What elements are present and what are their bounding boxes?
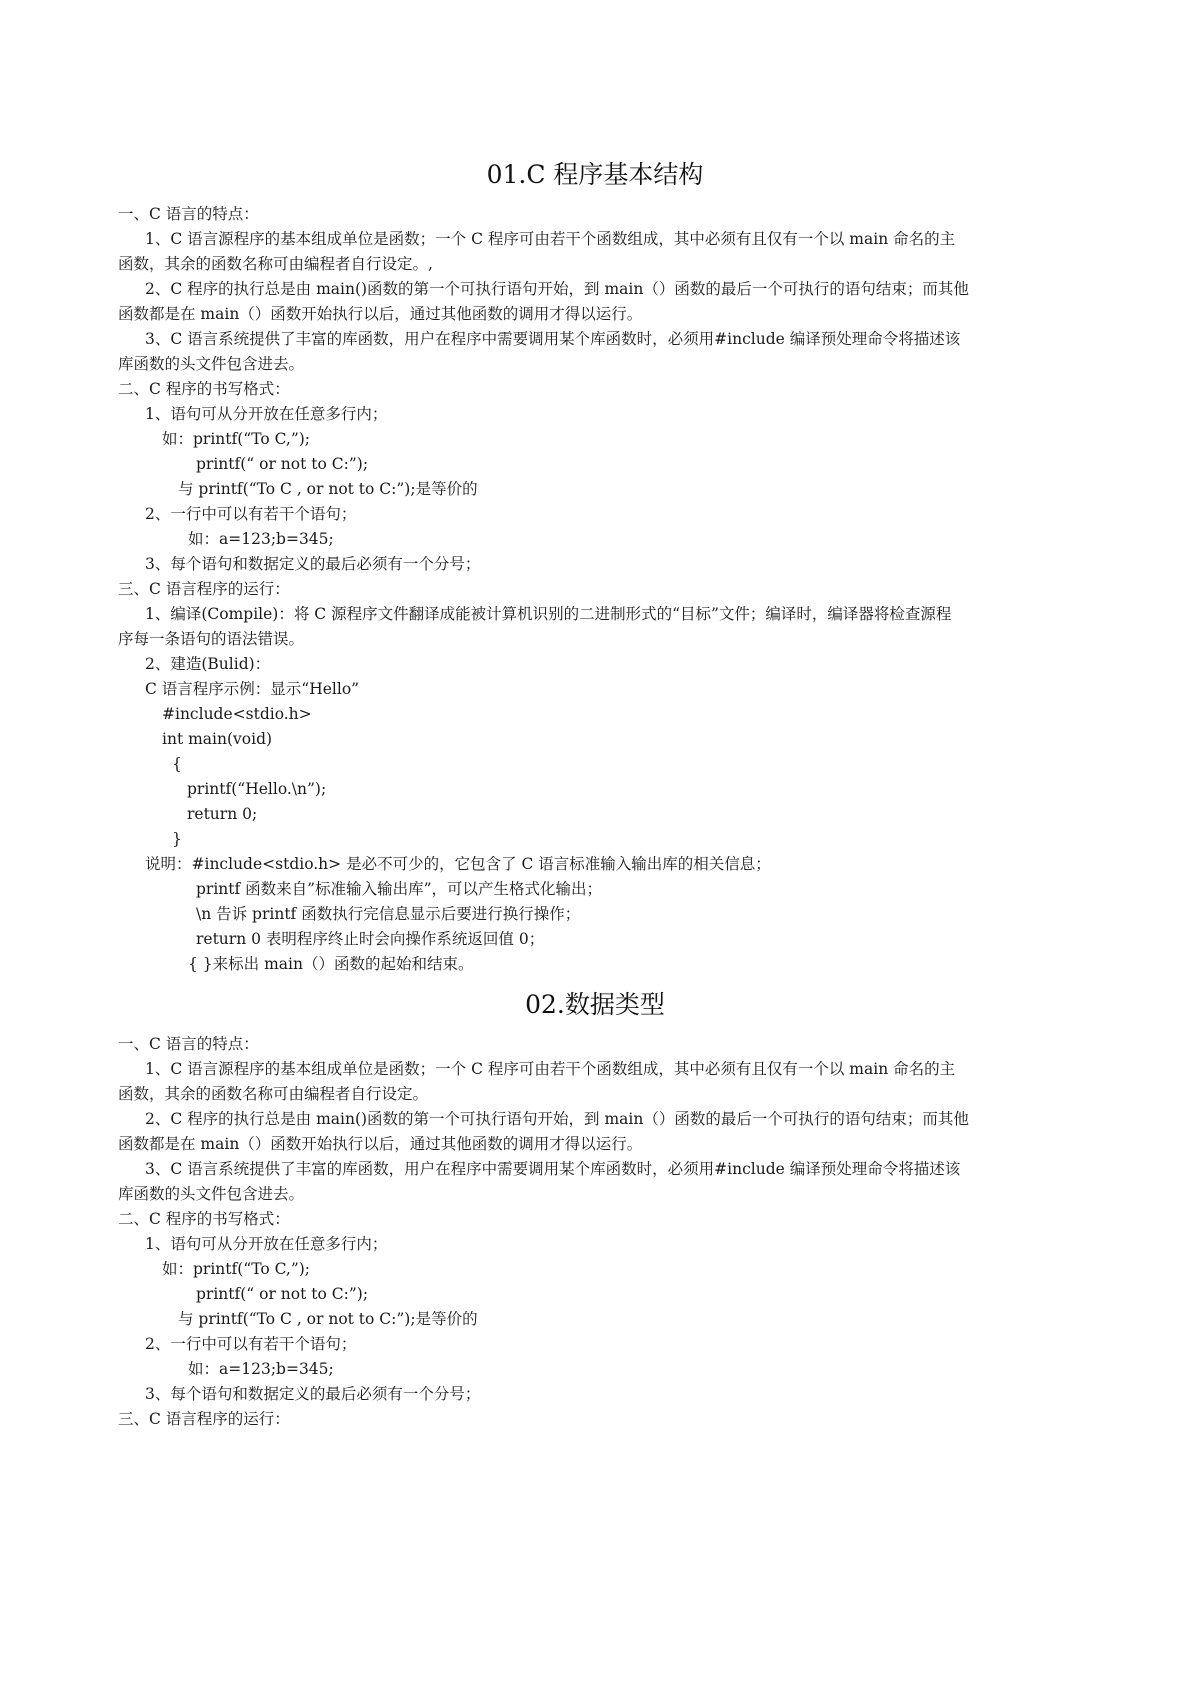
paragraph-line: 函数都是在 main（）函数开始执行以后，通过其他函数的调用才得以运行。 (118, 1135, 643, 1153)
paragraph-line: 序每一条语句的语法错误。 (118, 630, 305, 648)
paragraph-line: 2、C 程序的执行总是由 main()函数的第一个可执行语句开始，到 main（）函数的最后一个可执行的语句结束；而其他 (145, 280, 969, 298)
heading-line: 三、C 语言程序的运行： (118, 580, 290, 598)
paragraph-line: 说明：#include<stdio.h> 是必不可少的，它包含了 C 语言标准输入输出库的相关信息； (145, 855, 771, 873)
paragraph-line: 1、C 语言源程序的基本组成单位是函数；一个 C 程序可由若干个函数组成，其中必须有且仅有一个以 main 命名的主 (145, 1060, 956, 1078)
heading-line: 二、C 程序的书写格式： (118, 1210, 290, 1228)
paragraph-line: 1、语句可从分开放在任意多行内； (145, 1235, 388, 1253)
heading-line: 三、C 语言程序的运行： (118, 1410, 290, 1428)
code-line: int main(void) (162, 730, 273, 748)
paragraph-line: 函数，其余的函数名称可由编程者自行设定。 (118, 1085, 429, 1103)
paragraph-line: 3、每个语句和数据定义的最后必须有一个分号； (145, 1385, 481, 1403)
code-line: printf(“ or not to C:”); (196, 455, 369, 473)
paragraph-line: 函数都是在 main（）函数开始执行以后，通过其他函数的调用才得以运行。 (118, 305, 643, 323)
paragraph-line: 函数，其余的函数名称可由编程者自行设定。, (118, 255, 433, 273)
paragraph-line: 2、C 程序的执行总是由 main()函数的第一个可执行语句开始，到 main（）函数的最后一个可执行的语句结束；而其他 (145, 1110, 969, 1128)
paragraph-line: \n 告诉 printf 函数执行完信息显示后要进行换行操作； (196, 905, 581, 923)
paragraph-line: 1、C 语言源程序的基本组成单位是函数；一个 C 程序可由若干个函数组成，其中必须有且仅有一个以 main 命名的主 (145, 230, 956, 248)
paragraph-line: 2、一行中可以有若干个语句； (145, 505, 357, 523)
paragraph-line: 3、每个语句和数据定义的最后必须有一个分号； (145, 555, 481, 573)
paragraph-line: 2、一行中可以有若干个语句； (145, 1335, 357, 1353)
paragraph-line: 1、语句可从分开放在任意多行内； (145, 405, 388, 423)
code-line: return 0; (187, 805, 258, 823)
paragraph-line: printf 函数来自”标准输入输出库”，可以产生格式化输出； (196, 880, 603, 898)
heading-line: 二、C 程序的书写格式： (118, 380, 290, 398)
code-line: printf(“ or not to C:”); (196, 1285, 369, 1303)
code-line: printf(“Hello.\n”); (187, 780, 327, 798)
code-line: #include<stdio.h> (162, 705, 312, 723)
code-line: } (172, 830, 182, 848)
section-title: 01.C 程序基本结构 (486, 160, 704, 189)
heading-line: 一、C 语言的特点： (118, 1035, 259, 1053)
paragraph-line: return 0 表明程序终止时会向操作系统返回值 0； (196, 930, 545, 948)
code-line: 如：a=123;b=345; (188, 1360, 334, 1378)
code-line: 如：printf(“To C,”); (162, 430, 311, 448)
heading-line: 一、C 语言的特点： (118, 205, 259, 223)
code-line: 如：a=123;b=345; (188, 530, 334, 548)
paragraph-line: 3、C 语言系统提供了丰富的库函数，用户在程序中需要调用某个库函数时，必须用#include 编译预处理命令将描述该 (145, 330, 961, 348)
paragraph-line: { }来标出 main（）函数的起始和结束。 (188, 955, 474, 973)
paragraph-line: 2、建造(Bulid)： (145, 655, 271, 673)
code-line: 如：printf(“To C,”); (162, 1260, 311, 1278)
paragraph-line: 库函数的头文件包含进去。 (118, 1185, 305, 1203)
paragraph-line: 3、C 语言系统提供了丰富的库函数，用户在程序中需要调用某个库函数时，必须用#include 编译预处理命令将描述该 (145, 1160, 961, 1178)
section-title: 02.数据类型 (525, 990, 665, 1019)
paragraph-line: 与 printf(“To C , or not to C:”);是等价的 (178, 1310, 478, 1328)
paragraph-line: 与 printf(“To C , or not to C:”);是等价的 (178, 480, 478, 498)
paragraph-line: 1、编译(Compile)：将 C 源程序文件翻译成能被计算机识别的二进制形式的“目标”文件；编译时，编译器将检查源程 (145, 605, 952, 623)
paragraph-line: 库函数的头文件包含进去。 (118, 355, 305, 373)
code-line: { (172, 755, 182, 773)
paragraph-line: C 语言程序示例：显示“Hello” (145, 680, 360, 698)
